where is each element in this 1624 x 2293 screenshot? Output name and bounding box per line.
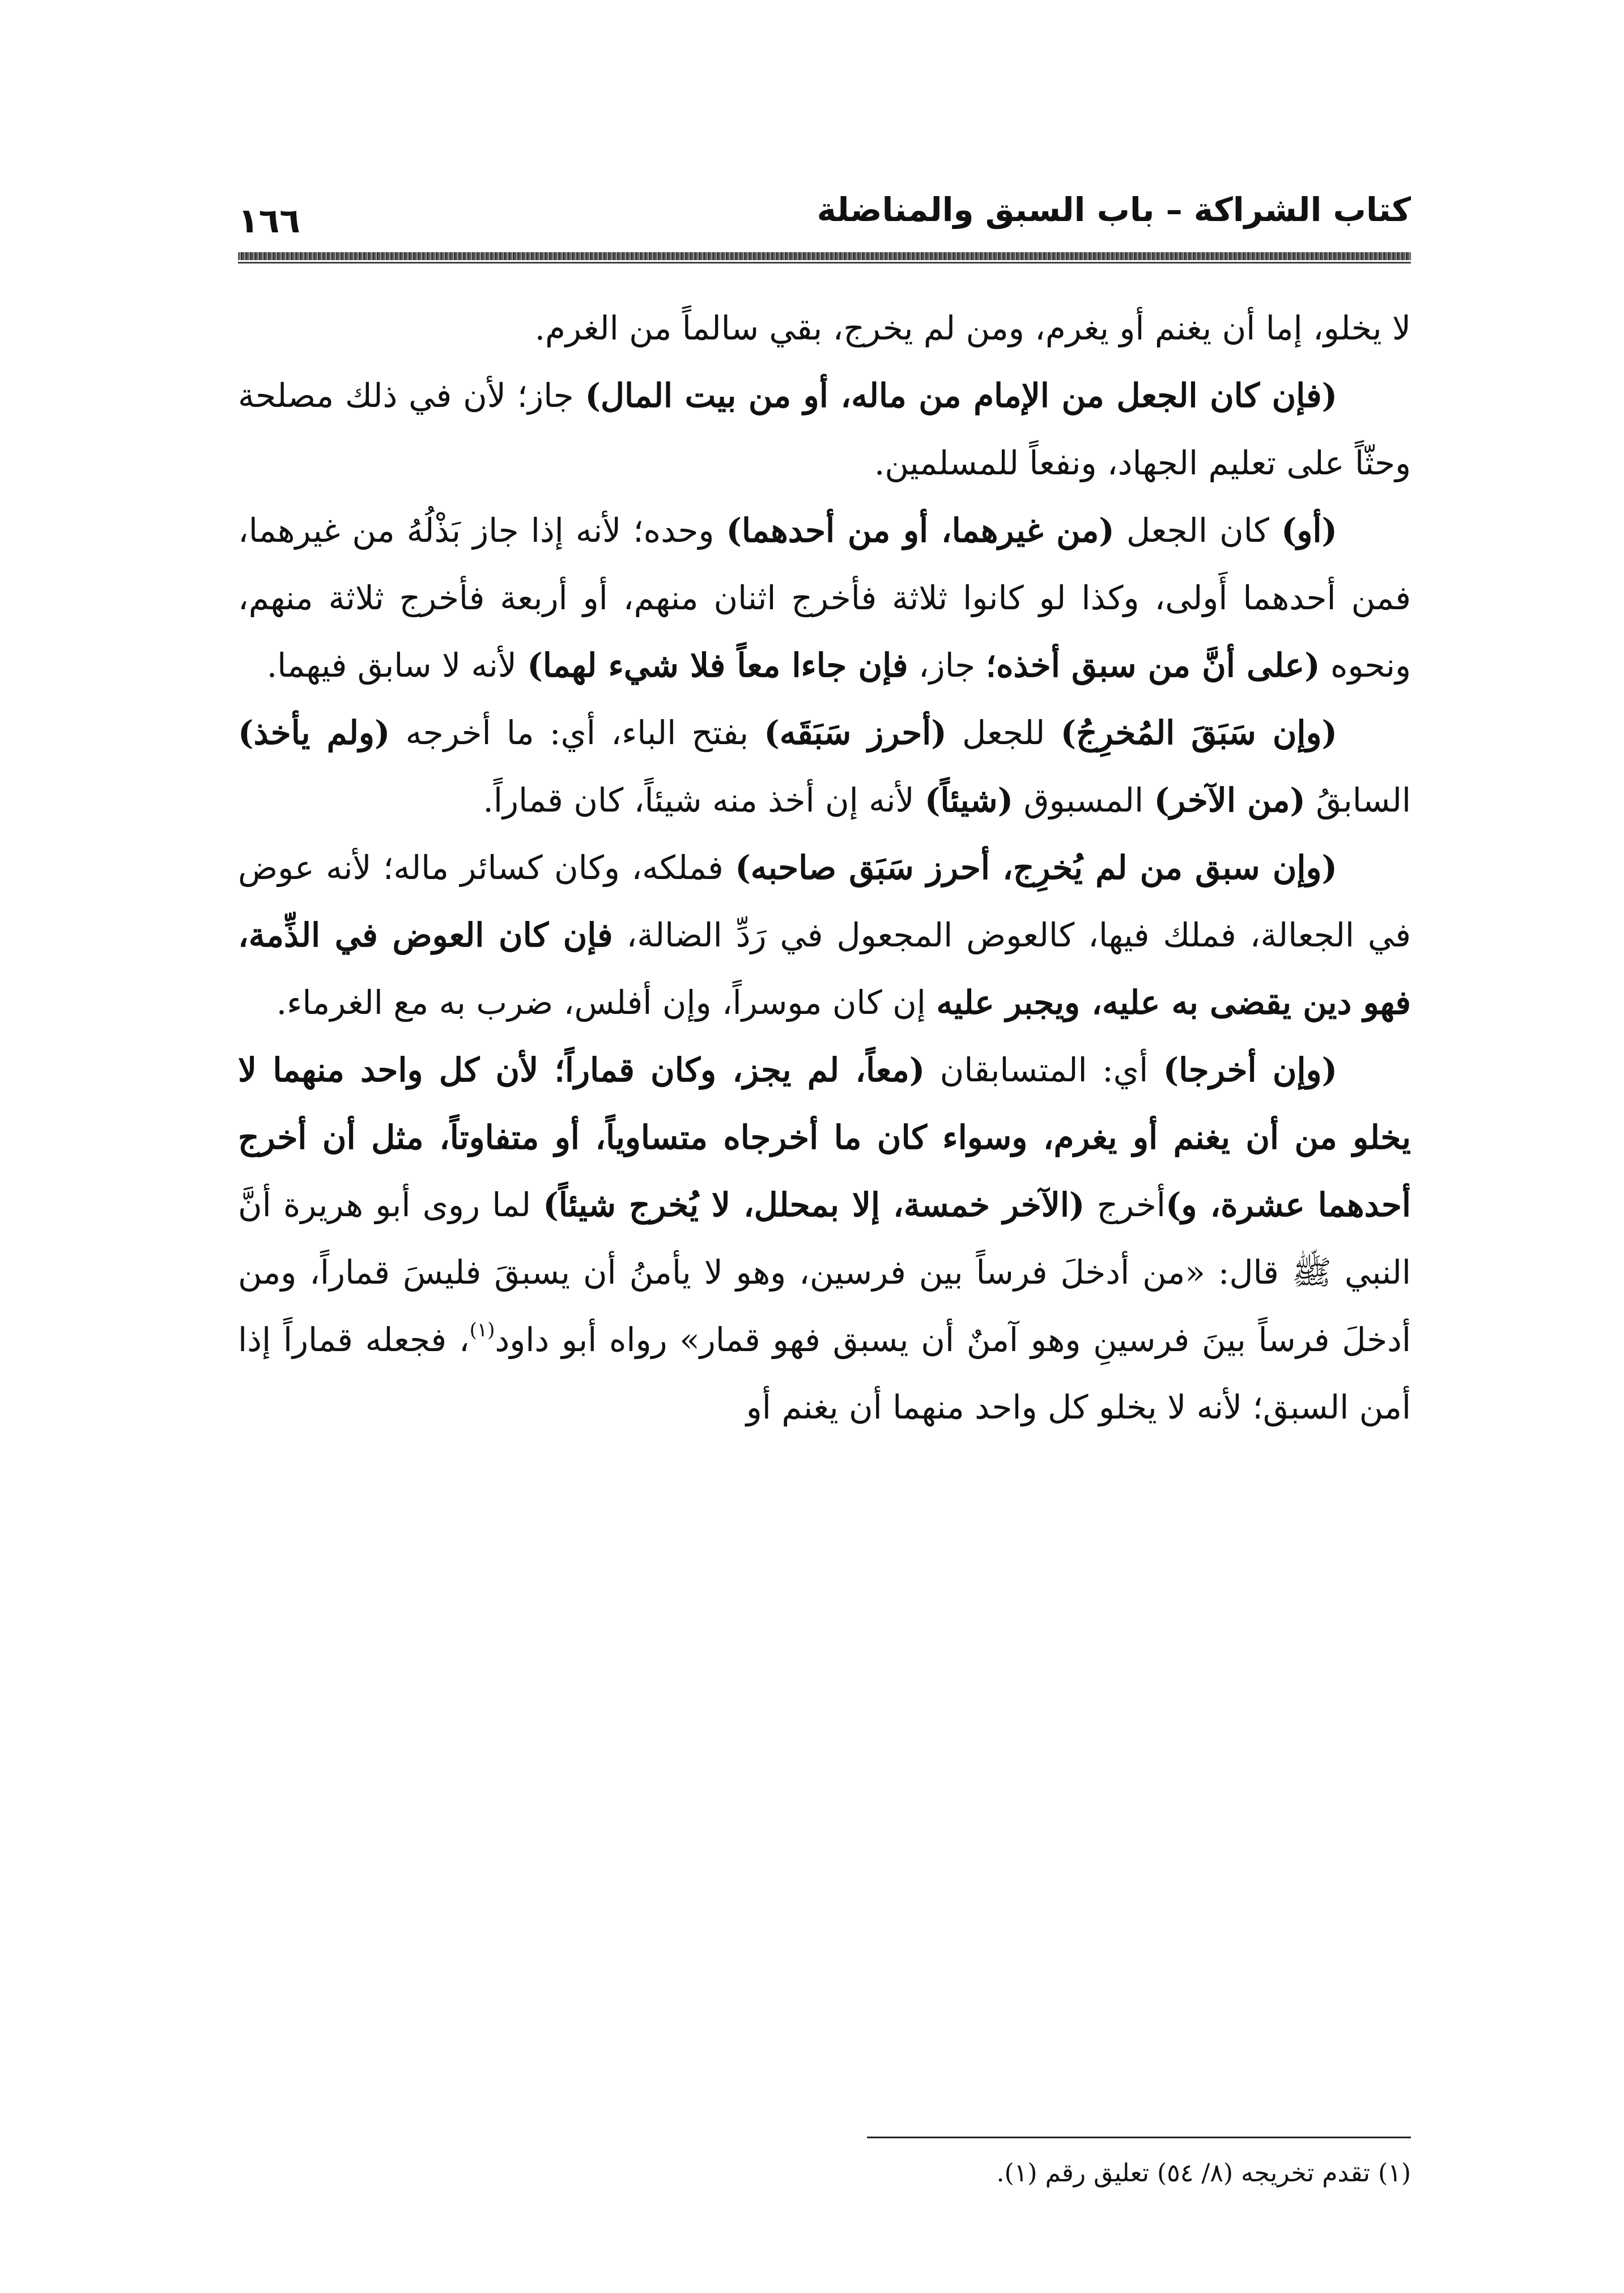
bold-segment: (وإن سبق من لم يُخرِج، أحرز سَبَق صاحبه) <box>735 848 1337 887</box>
paragraph <box>238 1037 1411 1441</box>
text-segment: لا يخلو، إما أن يغنم أو يغرم، ومن لم يخرج، بقي سالماً من الغرم. <box>534 309 1411 347</box>
bold-segment: (على أنَّ من سبق أخذه؛ <box>985 646 1320 685</box>
text-segment: إن كان موسراً، وإن أفلس، ضرب به مع الغرماء. <box>276 983 937 1022</box>
bold-segment: فإن كان العوض في الذِّمة، فهو دين يقضى به عليه، ويجبر عليه <box>238 916 1411 1022</box>
page-number: ١٦٦ <box>238 201 300 241</box>
text-segment: جاز؛ لأن في ذلك مصلحة وحثّاً على تعليم الجهاد، ونفعاً للمسلمين. <box>238 376 1411 482</box>
text-segment: أي: المتسابقان <box>925 1051 1163 1089</box>
bold-segment: (معاً، لم يجز، وكان قماراً؛ لأن كل واحد منهما لا يخلو من أن يغنم أو يغرم، وسواء كان ما أخرجاه متساوياً، أو متفاوتاً، مثل أن أخرج أحدهما عشرة، و) <box>238 1051 1411 1224</box>
text-segment: أخرج <box>1085 1186 1166 1224</box>
paragraph <box>238 834 1411 1037</box>
text-segment: لأنه لا سابق فيهما. <box>266 646 528 685</box>
header-rule-thick <box>238 252 1411 260</box>
text-segment: فملكه، وكان كسائر ماله؛ لأنه عوض في الجعالة، فملك فيها، كالعوض المجعول في رَدِّ الضالة، <box>238 848 1411 954</box>
bold-segment: (ولم يأخذ) <box>238 714 390 752</box>
paragraph <box>238 699 1411 834</box>
text-segment: للجعل <box>946 714 1061 752</box>
paragraph <box>238 497 1411 699</box>
paragraph <box>238 295 1411 362</box>
text-segment: لأنه إن أخذ منه شيئاً، كان قماراً. <box>483 781 925 819</box>
main-text <box>238 295 1411 1441</box>
bold-segment: (من الآخر) <box>1154 781 1306 819</box>
text-segment: المسبوق <box>1013 781 1154 819</box>
text-segment: وحده؛ لأنه إذا جاز بَذْلُهُ من غيرهما، فمن أحدهما أَولى، وكذا لو كانوا ثلاثة فأخرج اثنان منهم، أو أربعة فأخرج ثلاثة منهم، ونحوه <box>238 511 1411 685</box>
bold-segment: (أو) <box>1281 511 1337 550</box>
text-segment: ، فجعله قماراً إذا أمن السبق؛ لأنه لا يخلو كل واحد منهما أن يغنم أو <box>238 1320 1411 1426</box>
bold-segment: فإن جاءا معاً فلا شيء لهما) <box>527 646 908 685</box>
footnote-separator <box>867 2137 1411 2138</box>
running-header <box>238 187 1411 249</box>
footnote-marker[interactable]: (١) <box>469 1319 495 1341</box>
bold-segment: (من غيرهما، أو من أحدهما) <box>726 511 1115 550</box>
bold-segment: (وإن أخرجا) <box>1163 1051 1338 1089</box>
bold-segment: (وإن سَبَقَ المُخرِجُ) <box>1060 714 1337 752</box>
header-rule-thin <box>238 262 1411 264</box>
bold-segment: (شيئاً) <box>924 781 1014 819</box>
header-title: كتاب الشراكة – باب السبق والمناضلة <box>817 190 1411 229</box>
bold-segment: (أحرز سَبَقَه) <box>764 714 947 752</box>
text-segment: كان الجعل <box>1114 511 1281 550</box>
text-segment: لما روى أبو هريرة أنَّ النبي ﷺ قال: «من أدخلَ فرساً بين فرسين، وهو لا يأمنُ أن يسبقَ فليسَ قماراً، ومن أدخلَ فرساً بينَ فرسينِ وهو آمنٌ أن يسبق فهو قمار» رواه أبو داود <box>238 1186 1411 1359</box>
text-segment: السابقُ <box>1305 781 1411 819</box>
footnote: (١) تقدم تخريجه (٨/ ٥٤) تعليق رقم (١). <box>996 2159 1411 2188</box>
bold-segment: (فإن كان الجعل من الإمام من ماله، أو من بيت المال) <box>585 376 1338 415</box>
bold-segment: (الآخر خمسة، إلا بمحلل، لا يُخرج شيئاً) <box>543 1186 1085 1224</box>
text-segment: بفتح الباء، أي: ما أخرجه <box>390 714 764 752</box>
paragraph <box>238 362 1411 497</box>
text-segment: جاز، <box>908 646 986 685</box>
